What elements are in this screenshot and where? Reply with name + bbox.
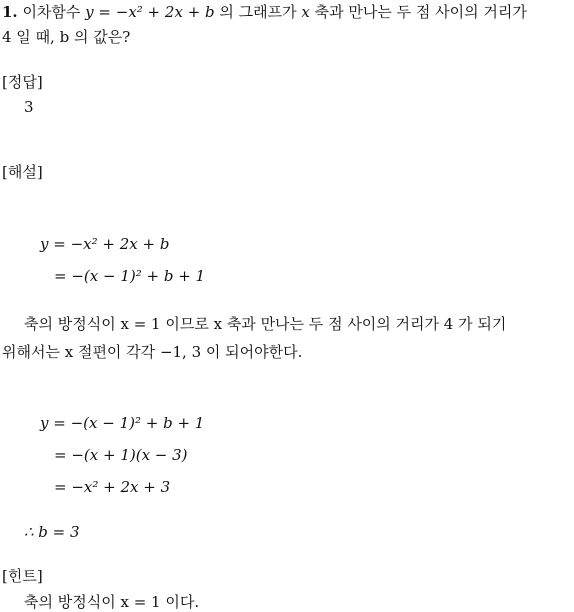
solution-equation-1-line-1: y = −x² + 2x + b: [40, 235, 170, 253]
solution-equation-2-line-3: = −x² + 2x + 3: [54, 478, 171, 496]
solution-label: [해설]: [2, 163, 43, 181]
answer-label: [정답]: [2, 73, 43, 91]
problem-formula: y = −x² + 2x + b: [85, 3, 215, 21]
problem-text-prefix: 이차함수: [17, 3, 86, 21]
problem-statement-line2: 4 일 때, b 의 값은?: [2, 28, 131, 46]
solution-conclusion: ∴ b = 3: [24, 523, 80, 541]
problem-statement-line1: [2, 2, 527, 22]
answer-value: 3: [24, 98, 34, 116]
problem-text-middle: 의 그래프가: [214, 3, 302, 21]
hint-text: 축의 방정식이 x = 1 이다.: [24, 593, 200, 611]
problem-number: 1.: [2, 3, 18, 21]
solution-equation-1-line-2: = −(x − 1)² + b + 1: [54, 267, 206, 285]
problem-variable: x: [301, 3, 310, 21]
solution-text-line2: 위해서는 x 절편이 각각 −1, 3 이 되어야한다.: [2, 343, 303, 361]
solution-equation-2-line-1: y = −(x − 1)² + b + 1: [40, 414, 205, 432]
solution-text-line1: 축의 방정식이 x = 1 이므로 x 축과 만나는 두 점 사이의 거리가 4 가 되기: [24, 315, 507, 333]
solution-equation-2-line-2: = −(x + 1)(x − 3): [54, 446, 188, 464]
problem-text-end: 축과 만나는 두 점 사이의 거리가: [309, 3, 527, 21]
hint-label: [힌트]: [2, 567, 43, 585]
